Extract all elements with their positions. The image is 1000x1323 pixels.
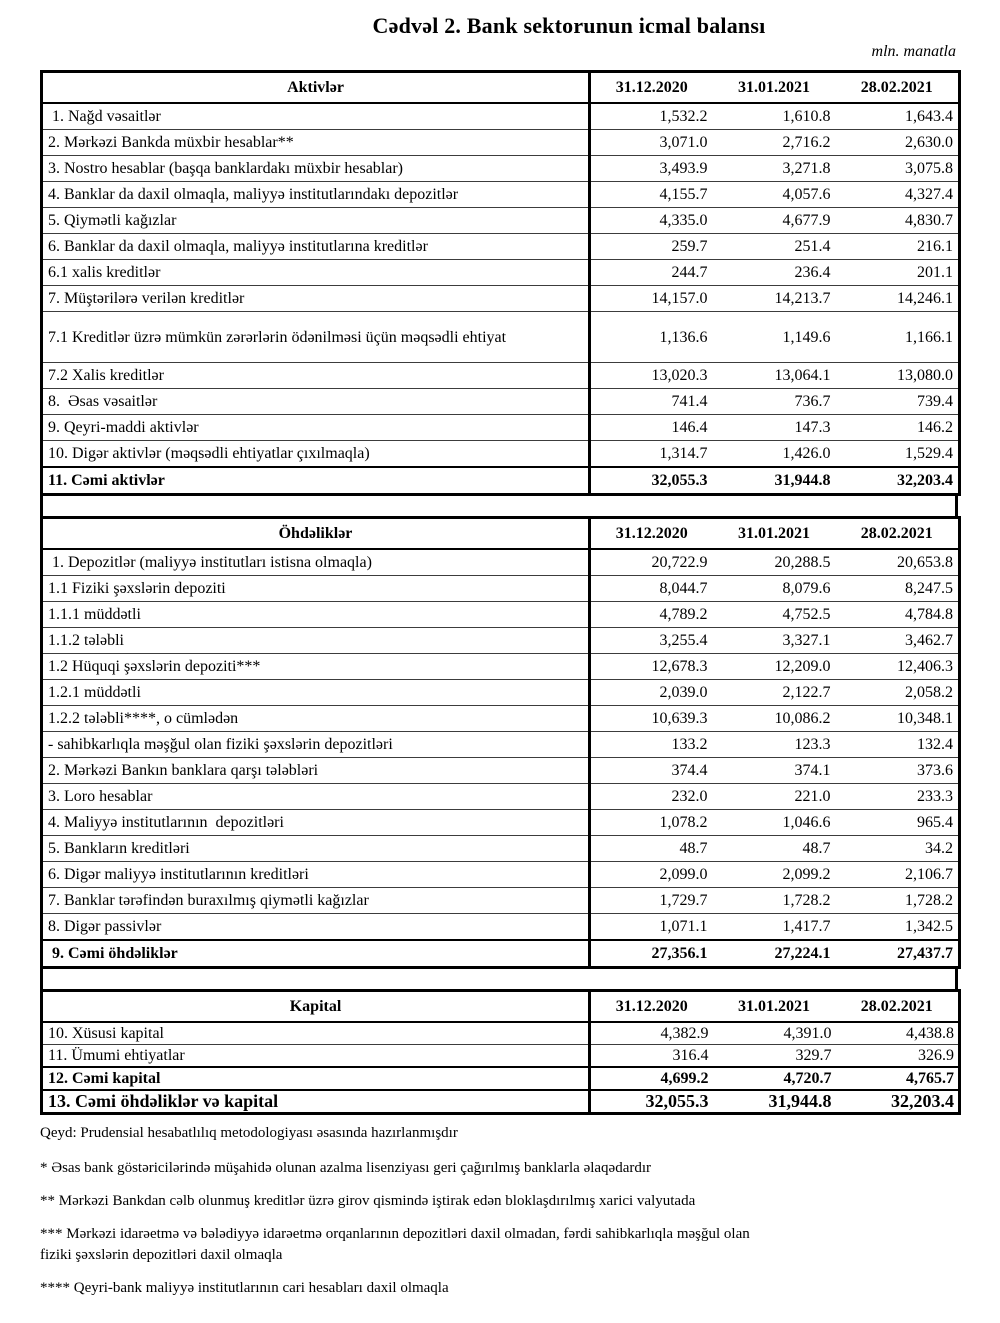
row-value: 133.2 (590, 732, 713, 758)
row-value: 31,944.8 (713, 467, 836, 495)
row-label: 2. Mərkəzi Bankın banklara qarşı tələbləri (42, 758, 590, 784)
unit-note: mln. manatla (871, 43, 956, 60)
row-value: 14,213.7 (713, 286, 836, 312)
table-row (42, 441, 960, 468)
row-value: 2,058.2 (836, 680, 960, 706)
row-label: 1.2 Hüquqi şəxslərin depoziti*** (42, 654, 590, 680)
row-value: 4,765.7 (836, 1067, 960, 1090)
header-row (42, 518, 960, 550)
row-value: 965.4 (836, 810, 960, 836)
row-value: 20,722.9 (651, 554, 708, 571)
row-value: 3,255.4 (590, 628, 713, 654)
row-value: 1,071.1 (590, 914, 713, 941)
row-value: 12,678.3 (590, 654, 713, 680)
row-value: 4,677.9 (713, 208, 836, 234)
balance-table-2 (40, 989, 961, 1115)
row-value: 27,356.1 (590, 940, 713, 968)
note-line: Qeyd: Prudensial hesabatlılıq metodologiyası əsasında hazırlanmışdır (40, 1125, 458, 1141)
header-row (42, 991, 960, 1023)
table-row (42, 130, 960, 156)
row-label: 7.2 Xalis kreditlər (42, 363, 590, 389)
section-spacer (40, 969, 958, 989)
row-value: 374.1 (713, 758, 836, 784)
row-value: 1,166.1 (836, 312, 960, 363)
row-value: 3,462.7 (836, 628, 960, 654)
row-label: 10. Xüsusi kapital (42, 1022, 590, 1045)
row-label: 1.2.1 müddətli (42, 680, 590, 706)
row-value: 4,057.6 (713, 182, 836, 208)
row-value: 326.9 (836, 1045, 960, 1068)
row-label: 2. Mərkəzi Bankda müxbir hesablar** (42, 130, 590, 156)
row-label: 7. Müştərilərə verilən kreditlər (42, 286, 590, 312)
column-header: 31.12.2020 (590, 518, 713, 550)
row-label: 11. Ümumi ehtiyatlar (42, 1045, 590, 1068)
column-header: 28.02.2021 (836, 518, 960, 550)
table-row (42, 940, 960, 968)
row-value: 10,348.1 (836, 706, 960, 732)
section-header: Aktivlər (42, 72, 590, 104)
row-value: 3,075.8 (836, 156, 960, 182)
row-value: 32,055.3 (590, 467, 713, 495)
row-value: 3,327.1 (713, 628, 836, 654)
row-value: 232.0 (590, 784, 713, 810)
row-value: 20,653.8 (897, 554, 953, 571)
row-value: 1,643.4 (905, 108, 953, 125)
table-row (42, 1045, 960, 1068)
table-row (42, 415, 960, 441)
row-label: 1. Depozitlər (maliyyə institutları istisna olmaqla) (42, 549, 590, 576)
row-value: 13,080.0 (836, 363, 960, 389)
table-row (42, 680, 960, 706)
balance-table-1 (40, 516, 961, 969)
row-value: 4,789.2 (590, 602, 713, 628)
row-value: 27,437.7 (836, 940, 960, 968)
row-value: 20,288.5 (774, 554, 831, 571)
header-row (42, 72, 960, 104)
table-row (42, 654, 960, 680)
row-label: 8. Əsas vəsaitlər (42, 389, 590, 415)
row-value: 373.6 (836, 758, 960, 784)
row-value: 4,335.0 (590, 208, 713, 234)
row-value: 4,438.8 (906, 1025, 954, 1042)
row-label: 4. Banklar da daxil olmaqla, maliyyə institutlarındakı depozitlər (42, 182, 590, 208)
footnote-4: **** Qeyri-bank maliyyə institutlarının cari hesabları daxil olmaqla (40, 1280, 449, 1296)
row-label: 4. Maliyyə institutlarının depozitləri (42, 810, 590, 836)
balance-tables (40, 70, 958, 1115)
row-value: 3,493.9 (590, 156, 713, 182)
row-value: 2,039.0 (590, 680, 713, 706)
row-value: 1,342.5 (836, 914, 960, 941)
row-value: 236.4 (713, 260, 836, 286)
table-row (42, 1090, 960, 1114)
page-title: Cədvəl 2. Bank sektorunun icmal balansı (372, 13, 766, 38)
row-value: 2,099.0 (590, 862, 713, 888)
table-row (42, 602, 960, 628)
section-spacer (40, 496, 958, 516)
table-row (42, 914, 960, 941)
column-header: 31.12.2020 (590, 991, 713, 1023)
footnotes (40, 1123, 772, 1299)
table-row (42, 467, 960, 495)
footnote-2: ** Mərkəzi Bankdan cəlb olunmuş kreditlər üzrə girov qismində iştirak edən bloklaşdırılmış xarici valyutada (40, 1193, 696, 1209)
table-row (42, 862, 960, 888)
table-row (42, 784, 960, 810)
row-value: 216.1 (836, 234, 960, 260)
row-value: 4,830.7 (836, 208, 960, 234)
row-value: 32,203.4 (836, 467, 960, 495)
row-value: 4,699.2 (590, 1067, 713, 1090)
footnote-3: *** Mərkəzi idarəetmə və bələdiyyə idarəetmə orqanlarının depozitləri daxil olmadan, fərdi sahibkarlıqla məşğul olan fiziki şəxslərin depozitləri daxil olmaqla (40, 1226, 750, 1263)
column-header: 31.01.2021 (713, 72, 836, 104)
row-label: 7.1 Kreditlər üzrə mümkün zərərlərin ödənilməsi üçün məqsədli ehtiyat (42, 312, 590, 363)
row-value: 1,136.6 (590, 312, 713, 363)
row-value: 48.7 (713, 836, 836, 862)
section-header: Öhdəliklər (42, 518, 590, 550)
row-label: 6. Digər maliyyə institutlarının kreditləri (42, 862, 590, 888)
row-value: 329.7 (713, 1045, 836, 1068)
column-header: 28.02.2021 (836, 72, 960, 104)
footnote-1: * Əsas bank göstəricilərində müşahidə olunan azalma lisenziyası geri çağırılmış banklarla əlaqədardır (40, 1160, 652, 1176)
row-value: 34.2 (836, 836, 960, 862)
row-value: 2,099.2 (713, 862, 836, 888)
row-value: 1,149.6 (713, 312, 836, 363)
row-value: 123.3 (713, 732, 836, 758)
row-value: 10,639.3 (590, 706, 713, 732)
row-label: 6. Banklar da daxil olmaqla, maliyyə institutlarına kreditlər (42, 234, 590, 260)
row-value: 132.4 (836, 732, 960, 758)
table-row (42, 888, 960, 914)
row-value: 3,271.8 (713, 156, 836, 182)
row-value: 146.2 (836, 415, 960, 441)
row-value: 147.3 (713, 415, 836, 441)
row-value: 244.7 (590, 260, 713, 286)
row-value: 14,157.0 (590, 286, 713, 312)
row-label: 1. Nağd vəsaitlər (42, 103, 590, 130)
row-value: 1,532.2 (659, 108, 708, 125)
row-value: 736.7 (713, 389, 836, 415)
table-row (42, 549, 960, 576)
column-header: 28.02.2021 (836, 991, 960, 1023)
row-value: 221.0 (713, 784, 836, 810)
row-value: 27,224.1 (713, 940, 836, 968)
table-row (42, 576, 960, 602)
row-value: 1,729.7 (590, 888, 713, 914)
row-label: 5. Qiymətli kağızlar (42, 208, 590, 234)
row-value: 1,610.8 (782, 108, 831, 125)
table-row (42, 286, 960, 312)
row-value: 4,752.5 (713, 602, 836, 628)
row-label: 1.1 Fiziki şəxslərin depoziti (42, 576, 590, 602)
row-value: 739.4 (836, 389, 960, 415)
row-value: 2,716.2 (713, 130, 836, 156)
row-value: 48.7 (590, 836, 713, 862)
row-value: 2,122.7 (713, 680, 836, 706)
row-value: 259.7 (590, 234, 713, 260)
column-header: 31.01.2021 (713, 518, 836, 550)
row-value: 4,155.7 (590, 182, 713, 208)
row-value: 1,314.7 (590, 441, 713, 468)
column-header: 31.01.2021 (713, 991, 836, 1023)
row-label: 1.1.1 müddətli (42, 602, 590, 628)
row-label: 3. Nostro hesablar (başqa banklardakı müxbir hesablar) (42, 156, 590, 182)
row-value: 4,382.9 (660, 1025, 709, 1042)
table-row (42, 810, 960, 836)
row-value: 8,079.6 (713, 576, 836, 602)
row-value: 2,630.0 (836, 130, 960, 156)
row-value: 1,417.7 (713, 914, 836, 941)
row-label: 13. Cəmi öhdəliklər və kapital (42, 1090, 590, 1114)
table-row (42, 1067, 960, 1090)
row-value: 1,728.2 (713, 888, 836, 914)
row-value: 374.4 (590, 758, 713, 784)
table-row (42, 182, 960, 208)
row-label: 1.1.2 tələbli (42, 628, 590, 654)
row-value: 31,944.8 (713, 1090, 836, 1114)
row-value: 1,529.4 (836, 441, 960, 468)
table-row (42, 208, 960, 234)
row-value: 4,391.0 (783, 1025, 832, 1042)
table-row (42, 363, 960, 389)
table-row (42, 389, 960, 415)
table-row (42, 628, 960, 654)
table-row (42, 1022, 960, 1045)
row-value: 1,046.6 (713, 810, 836, 836)
row-label: 12. Cəmi kapital (42, 1067, 590, 1090)
row-label: - sahibkarlıqla məşğul olan fiziki şəxslərin depozitləri (42, 732, 590, 758)
row-label: 7. Banklar tərəfindən buraxılmış qiymətli kağızlar (42, 888, 590, 914)
row-label: 9. Qeyri-maddi aktivlər (42, 415, 590, 441)
row-value: 12,406.3 (836, 654, 960, 680)
row-value: 233.3 (836, 784, 960, 810)
row-value: 13,020.3 (590, 363, 713, 389)
balance-table-0 (40, 70, 961, 496)
row-value: 4,784.8 (836, 602, 960, 628)
table-row (42, 234, 960, 260)
table-row (42, 732, 960, 758)
table-row (42, 312, 960, 363)
row-value: 1,426.0 (713, 441, 836, 468)
row-value: 2,106.7 (836, 862, 960, 888)
table-row (42, 758, 960, 784)
row-label: 1.2.2 tələbli****, o cümlədən (42, 706, 590, 732)
row-label: 10. Digər aktivlər (məqsədli ehtiyatlar çıxılmaqla) (42, 441, 590, 468)
table-row (42, 260, 960, 286)
row-value: 251.4 (713, 234, 836, 260)
row-value: 741.4 (590, 389, 713, 415)
row-value: 201.1 (836, 260, 960, 286)
row-value: 13,064.1 (713, 363, 836, 389)
row-label: 3. Loro hesablar (42, 784, 590, 810)
row-value: 4,720.7 (713, 1067, 836, 1090)
row-value: 32,055.3 (590, 1090, 713, 1114)
row-label: 6.1 xalis kreditlər (42, 260, 590, 286)
row-value: 316.4 (590, 1045, 713, 1068)
table-row (42, 103, 960, 130)
row-label: 8. Digər passivlər (42, 914, 590, 941)
row-value: 4,327.4 (836, 182, 960, 208)
row-value: 10,086.2 (713, 706, 836, 732)
section-header: Kapital (42, 991, 590, 1023)
row-label: 9. Cəmi öhdəliklər (42, 940, 590, 968)
row-value: 3,071.0 (590, 130, 713, 156)
row-value: 1,728.2 (836, 888, 960, 914)
row-value: 8,247.5 (836, 576, 960, 602)
row-label: 5. Bankların kreditləri (42, 836, 590, 862)
row-value: 8,044.7 (590, 576, 713, 602)
table-row (42, 836, 960, 862)
row-value: 32,203.4 (836, 1090, 960, 1114)
column-header: 31.12.2020 (590, 72, 713, 104)
row-value: 12,209.0 (713, 654, 836, 680)
table-row (42, 156, 960, 182)
row-value: 146.4 (590, 415, 713, 441)
table-row (42, 706, 960, 732)
row-value: 14,246.1 (836, 286, 960, 312)
row-label: 11. Cəmi aktivlər (42, 467, 590, 495)
row-value: 1,078.2 (590, 810, 713, 836)
